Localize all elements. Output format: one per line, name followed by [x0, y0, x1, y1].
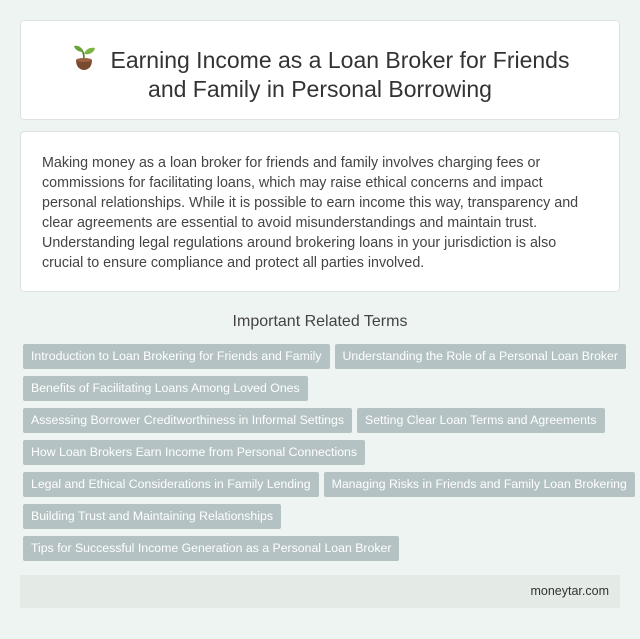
related-term-tag[interactable]: Tips for Successful Income Generation as a Personal Loan Broker — [23, 536, 399, 561]
related-terms-row — [23, 344, 623, 376]
related-terms-row — [23, 536, 623, 568]
article-card — [20, 131, 620, 292]
related-terms-row — [23, 472, 627, 504]
title-card — [20, 20, 620, 120]
related-terms-row — [23, 376, 623, 408]
footer — [20, 575, 620, 608]
sprout-icon — [71, 43, 97, 71]
page-title — [21, 43, 619, 104]
related-term-tag[interactable]: Building Trust and Maintaining Relationships — [23, 504, 281, 529]
related-terms-heading: Important Related Terms — [232, 313, 408, 330]
related-term-tag[interactable]: Benefits of Facilitating Loans Among Loved Ones — [23, 376, 308, 401]
related-term-tag[interactable]: Assessing Borrower Creditworthiness in Informal Settings — [23, 408, 352, 433]
title-line-2: and Family in Personal Borrowing — [148, 76, 492, 102]
related-terms-list — [23, 344, 627, 568]
related-terms-row — [23, 408, 623, 440]
related-term-tag[interactable]: Setting Clear Loan Terms and Agreements — [357, 408, 605, 433]
related-terms-row — [23, 504, 623, 536]
related-terms-row — [23, 440, 623, 472]
related-term-tag[interactable]: Managing Risks in Friends and Family Loan Brokering — [324, 472, 635, 497]
related-term-tag[interactable]: How Loan Brokers Earn Income from Personal Connections — [23, 440, 365, 465]
title-line-1: Earning Income as a Loan Broker for Friends — [110, 47, 570, 73]
related-term-tag[interactable]: Understanding the Role of a Personal Loan Broker — [335, 344, 627, 369]
article-text: Making money as a loan broker for friends and family involves charging fees or commissions for facilitating loans, which may raise ethical concerns and impact personal relationships. While it is possible to earn income this way, transparency and clear agreements are essential to avoid misunderstandings and maintain trust. Understanding legal regulations around brokering loans in your jurisdiction is also crucial to ensure compliance and protect all parties involved. — [42, 155, 579, 271]
related-term-tag[interactable]: Legal and Ethical Considerations in Family Lending — [23, 472, 319, 497]
related-term-tag[interactable]: Introduction to Loan Brokering for Friends and Family — [23, 344, 330, 369]
site-link[interactable]: moneytar.com — [530, 584, 609, 598]
